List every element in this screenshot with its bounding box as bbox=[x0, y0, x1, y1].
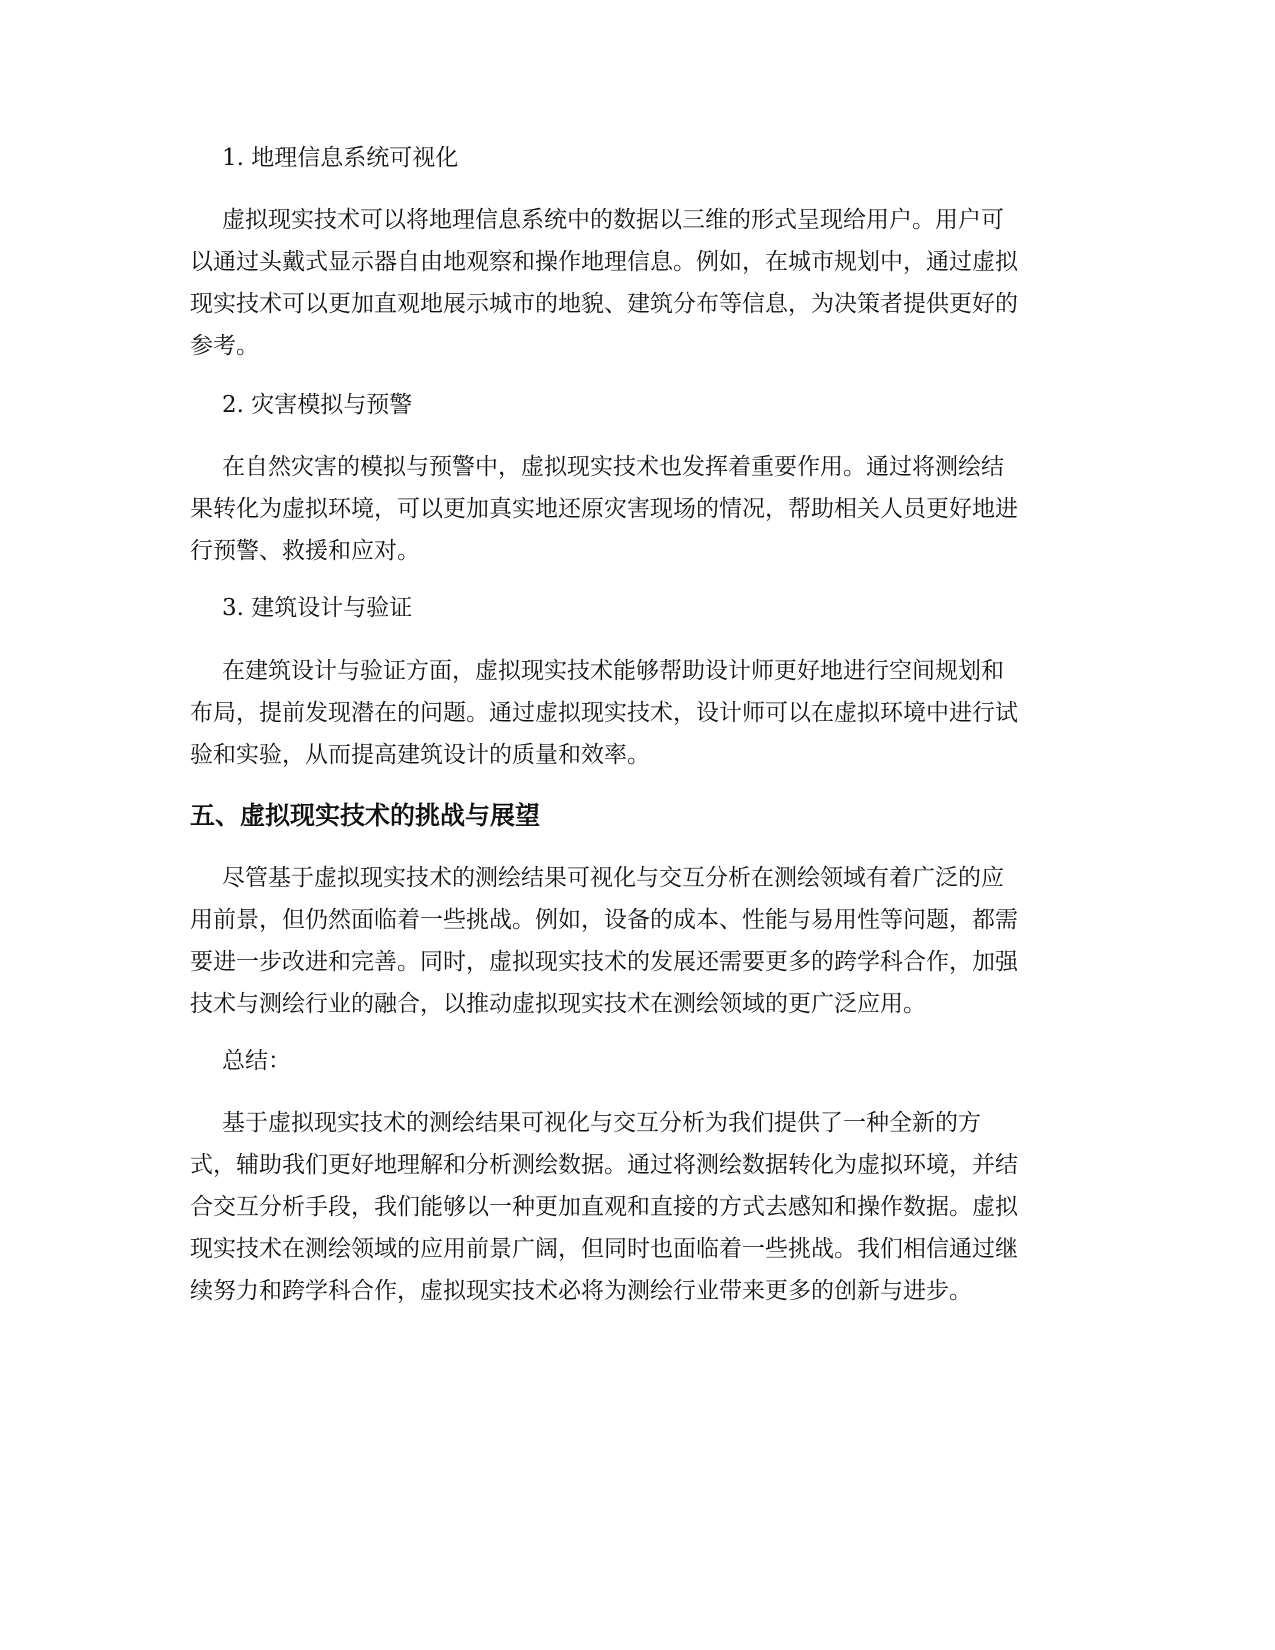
text-line: 3. 建筑设计与验证 bbox=[222, 595, 413, 621]
text-line: 以通过头戴式显示器自由地观察和操作地理信息。例如，在城市规划中，通过虚拟 bbox=[190, 249, 1018, 275]
text-line: 续努力和跨学科合作，虚拟现实技术必将为测绘行业带来更多的创新与进步。 bbox=[190, 1278, 972, 1304]
text-line: 技术与测绘行业的融合，以推动虚拟现实技术在测绘领域的更广泛应用。 bbox=[190, 991, 926, 1017]
text-line: 现实技术可以更加直观地展示城市的地貌、建筑分布等信息，为决策者提供更好的 bbox=[190, 291, 1018, 317]
text-line: 验和实验，从而提高建筑设计的质量和效率。 bbox=[190, 742, 650, 768]
paragraph-summary bbox=[190, 1102, 1100, 1312]
text-line: 基于虚拟现实技术的测绘结果可视化与交互分析为我们提供了一种全新的方 bbox=[222, 1110, 981, 1136]
text-line: 参考。 bbox=[190, 333, 259, 359]
paragraph-architecture bbox=[190, 650, 1100, 776]
text-line: 果转化为虚拟环境，可以更加真实地还原灾害现场的情况，帮助相关人员更好地进 bbox=[190, 496, 1018, 522]
text-line: 布局，提前发现潜在的问题。通过虚拟现实技术，设计师可以在虚拟环境中进行试 bbox=[190, 700, 1018, 726]
paragraph-gis bbox=[190, 199, 1100, 367]
text-line: 现实技术在测绘领域的应用前景广阔，但同时也面临着一些挑战。我们相信通过继 bbox=[190, 1236, 1018, 1262]
paragraph-challenges bbox=[190, 857, 1100, 1025]
text-line: 合交互分析手段，我们能够以一种更加直观和直接的方式去感知和操作数据。虚拟 bbox=[190, 1194, 1018, 1220]
paragraph-disaster bbox=[190, 446, 1100, 572]
text-line: 尽管基于虚拟现实技术的测绘结果可视化与交互分析在测绘领域有着广泛的应 bbox=[222, 865, 1004, 891]
text-line: 式，辅助我们更好地理解和分析测绘数据。通过将测绘数据转化为虚拟环境，并结 bbox=[190, 1152, 1018, 1178]
text-line: 在自然灾害的模拟与预警中，虚拟现实技术也发挥着重要作用。通过将测绘结 bbox=[222, 454, 1004, 480]
heading-text: 五、虚拟现实技术的挑战与展望 bbox=[190, 801, 541, 830]
text-line: 用前景，但仍然面临着一些挑战。例如，设备的成本、性能与易用性等问题，都需 bbox=[190, 907, 1018, 933]
text-line: 总结： bbox=[222, 1048, 291, 1074]
summary-label bbox=[190, 1040, 1100, 1082]
subheading-gis-visualization bbox=[190, 137, 1100, 179]
text-line: 行预警、救援和应对。 bbox=[190, 538, 420, 564]
section-heading-challenges bbox=[190, 795, 1100, 837]
subheading-architecture-design bbox=[190, 587, 1100, 629]
subheading-disaster-simulation bbox=[190, 384, 1100, 426]
text-line: 2. 灾害模拟与预警 bbox=[222, 392, 413, 418]
text-line: 1. 地理信息系统可视化 bbox=[222, 145, 459, 171]
text-line: 在建筑设计与验证方面，虚拟现实技术能够帮助设计师更好地进行空间规划和 bbox=[222, 658, 1004, 684]
text-line: 虚拟现实技术可以将地理信息系统中的数据以三维的形式呈现给用户。用户可 bbox=[222, 207, 1004, 233]
text-line: 要进一步改进和完善。同时，虚拟现实技术的发展还需要更多的跨学科合作，加强 bbox=[190, 949, 1018, 975]
